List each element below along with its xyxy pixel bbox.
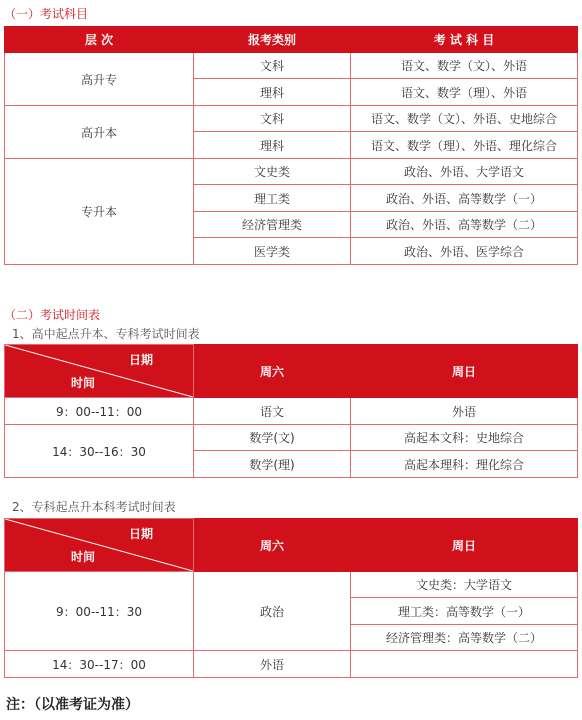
sunday-cell: 经济管理类：高等数学（二） <box>351 625 578 651</box>
saturday-cell: 数学(理) <box>194 451 351 478</box>
table-header-row <box>5 345 578 398</box>
header-sunday: 周日 <box>351 519 578 572</box>
exam-note: 注：（以准考证为准） <box>6 697 139 713</box>
table-row <box>5 106 578 132</box>
level-cell: 高升专 <box>5 53 194 106</box>
subjects-cell: 政治、外语、高等数学（一） <box>351 185 578 212</box>
category-cell: 理科 <box>194 132 351 159</box>
schedule1-subtitle: 1、高中起点升本、专科考试时间表 <box>12 327 200 341</box>
subjects-cell: 语文、数学（理）、外语 <box>351 79 578 106</box>
category-cell: 理科 <box>194 79 351 106</box>
subjects-cell: 语文、数学（理）、外语、理化综合 <box>351 132 578 159</box>
diagonal-line <box>5 519 193 571</box>
category-cell: 经济管理类 <box>194 212 351 238</box>
saturday-cell: 数学(文) <box>194 425 351 451</box>
saturday-cell: 外语 <box>194 651 351 678</box>
sunday-cell <box>351 651 578 678</box>
category-cell: 理工类 <box>194 185 351 212</box>
header-sunday: 周日 <box>351 345 578 398</box>
header-category: 报考类别 <box>194 27 351 53</box>
table-row <box>5 159 578 185</box>
table-header-row <box>5 519 578 572</box>
header-saturday: 周六 <box>194 345 351 398</box>
diagonal-header-cell <box>5 519 194 572</box>
level-cell: 专升本 <box>5 159 194 265</box>
category-cell: 医学类 <box>194 238 351 265</box>
time-cell: 9：00--11：30 <box>5 572 194 651</box>
header-time-label: 时间 <box>71 550 96 564</box>
subjects-cell: 政治、外语、大学语文 <box>351 159 578 185</box>
section-title-schedule: （二）考试时间表 <box>4 308 101 322</box>
sunday-cell: 高起本文科：史地综合 <box>351 425 578 451</box>
saturday-cell: 政治 <box>194 572 351 651</box>
sunday-cell: 理工类：高等数学（一） <box>351 598 578 625</box>
sunday-cell: 外语 <box>351 398 578 425</box>
category-cell: 文史类 <box>194 159 351 185</box>
section-title-subjects: （一）考试科目 <box>4 7 89 21</box>
subjects-cell: 语文、数学（文）、外语 <box>351 53 578 79</box>
level-cell: 高升本 <box>5 106 194 159</box>
subjects-cell: 政治、外语、高等数学（二） <box>351 212 578 238</box>
table-row <box>5 425 578 451</box>
subjects-cell: 语文、数学（文）、外语、史地综合 <box>351 106 578 132</box>
header-level: 层 次 <box>5 27 194 53</box>
sunday-cell: 文史类：大学语文 <box>351 572 578 598</box>
subjects-table <box>4 26 578 265</box>
header-subjects: 考 试 科 目 <box>351 27 578 53</box>
diagonal-line <box>5 345 193 397</box>
time-cell: 14：30--17：00 <box>5 651 194 678</box>
header-date-label: 日期 <box>128 353 153 367</box>
table-row <box>5 398 578 425</box>
table-row <box>5 53 578 79</box>
time-cell: 9：00--11：00 <box>5 398 194 425</box>
subjects-cell: 政治、外语、医学综合 <box>351 238 578 265</box>
saturday-cell: 语文 <box>194 398 351 425</box>
sunday-cell: 高起本理科：理化综合 <box>351 451 578 478</box>
table-row <box>5 651 578 678</box>
header-saturday: 周六 <box>194 519 351 572</box>
diagonal-header-cell <box>5 345 194 398</box>
header-time-label: 时间 <box>71 376 96 390</box>
schedule2-table <box>4 518 578 678</box>
category-cell: 文科 <box>194 106 351 132</box>
time-cell: 14：30--16：30 <box>5 425 194 478</box>
schedule1-table <box>4 344 578 478</box>
table-header-row <box>5 27 578 53</box>
schedule2-subtitle: 2、专科起点升本科考试时间表 <box>12 500 176 514</box>
table-row <box>5 572 578 598</box>
category-cell: 文科 <box>194 53 351 79</box>
header-date-label: 日期 <box>128 527 153 541</box>
